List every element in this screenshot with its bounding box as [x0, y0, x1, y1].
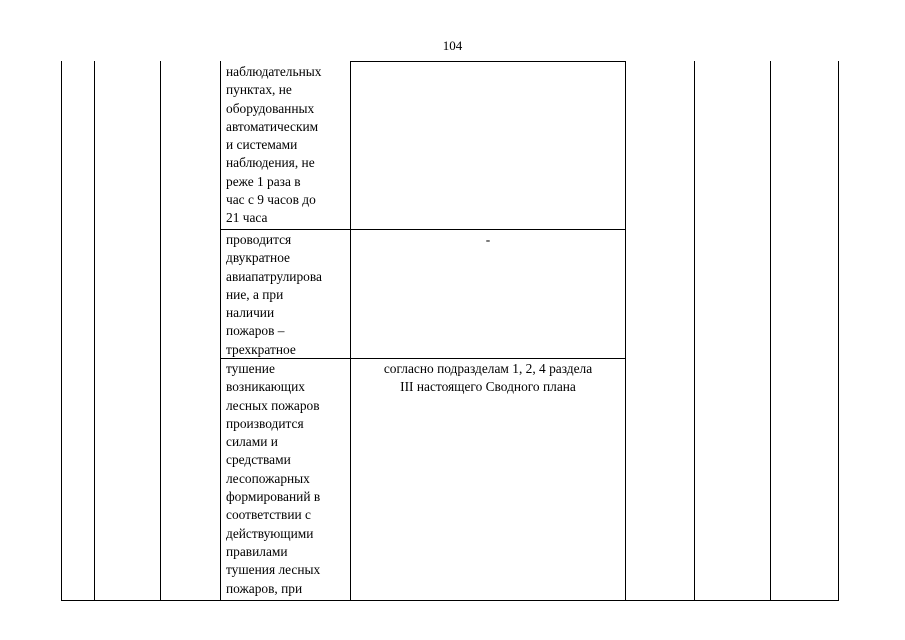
- column-divider: [94, 61, 95, 601]
- table-cell-reference: -: [485, 232, 491, 247]
- table-border-bottom: [61, 600, 839, 601]
- table-cell-condition: проводится двукратное авиапатрулирова ние, а при наличии пожаров – трехкратное: [226, 232, 322, 357]
- table-border-left: [61, 61, 62, 601]
- table-cell-condition: наблюдательных пунктах, не оборудованных автоматическим и системами наблюдения, не реже 1 раза в час с 9 часов до 21 часа: [226, 64, 322, 226]
- row-divider: [220, 229, 625, 230]
- table-border-right: [838, 61, 839, 601]
- table-cell-condition: тушение возникающих лесных пожаров производится силами и средствами лесопожарных формирований в соответствии с действующими правилами тушения лесных пожаров, при: [226, 361, 321, 596]
- column-divider: [160, 61, 161, 601]
- table-cell-reference: согласно подразделам 1, 2, 4 раздела III настоящего Сводного плана: [383, 361, 593, 395]
- inner-column-divider: [350, 61, 351, 601]
- column-divider: [770, 61, 771, 601]
- column-divider: [625, 61, 626, 601]
- column-divider: [694, 61, 695, 601]
- page-number: 104: [442, 38, 463, 53]
- inner-top-border: [350, 61, 625, 62]
- column-divider: [220, 61, 221, 601]
